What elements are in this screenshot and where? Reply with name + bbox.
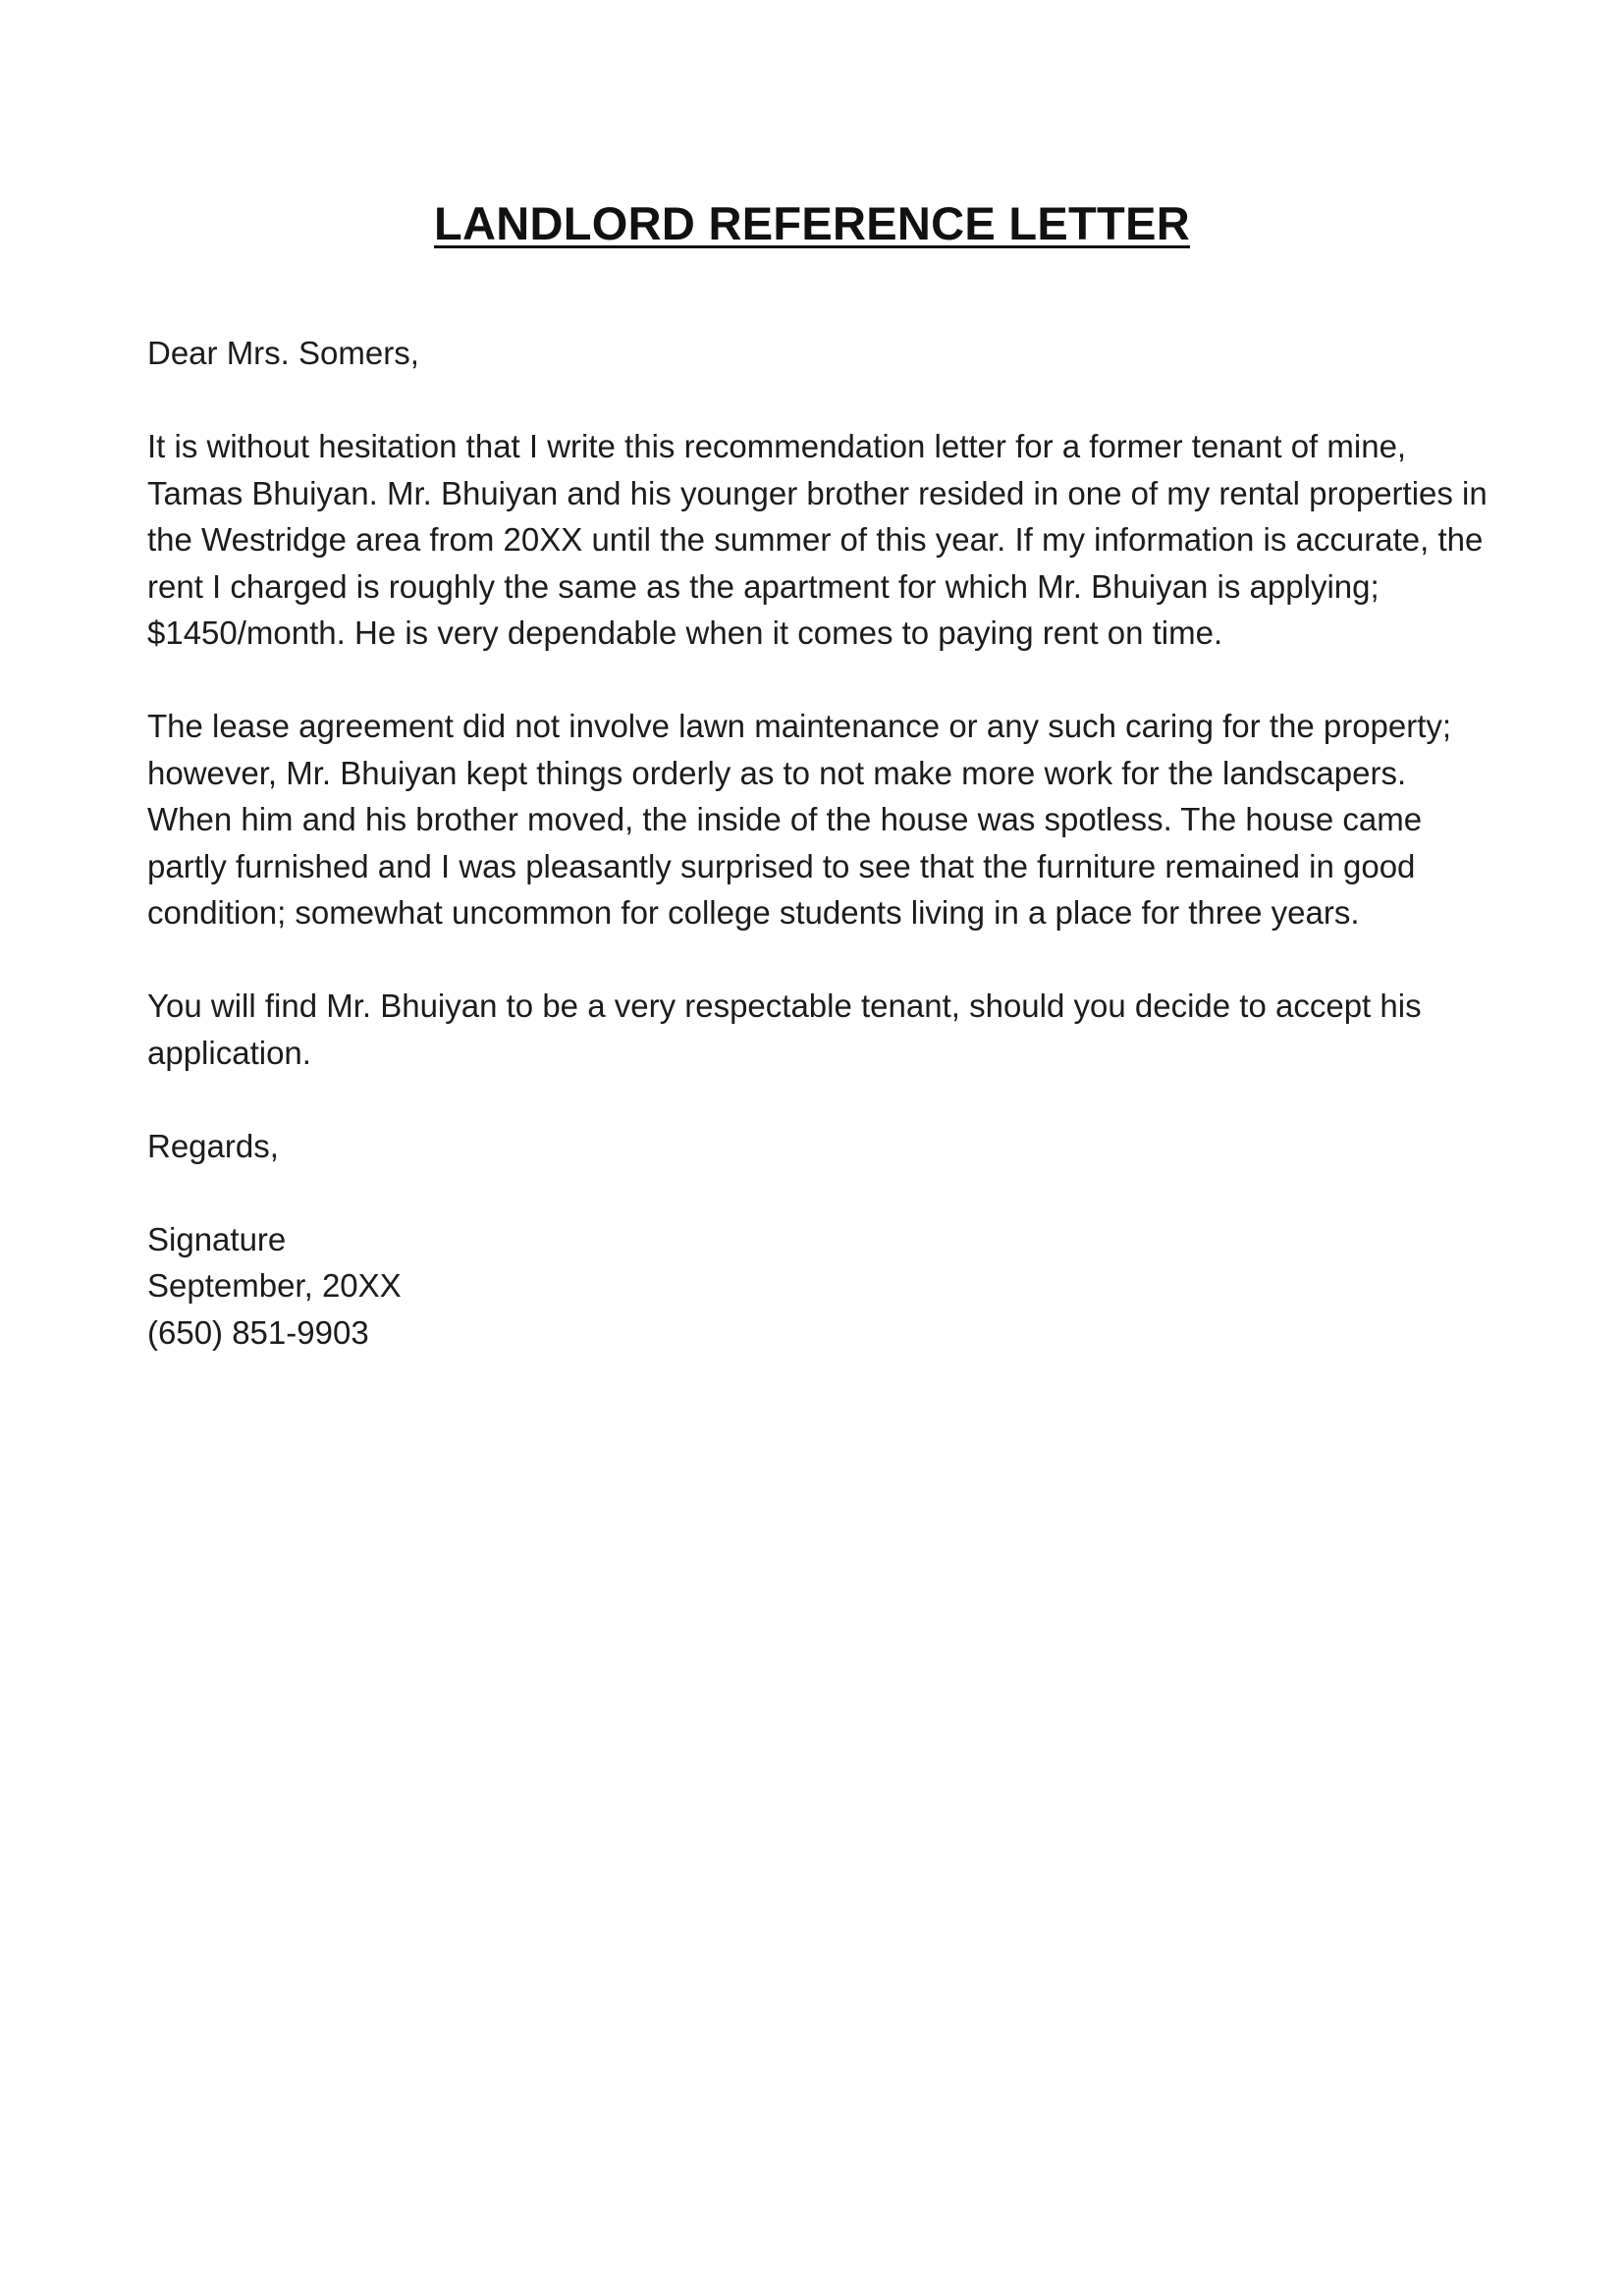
- paragraph-1: It is without hesitation that I write this recommendation letter for a former tenant of mine, Tamas Bhuiyan. Mr. Bhuiyan and his younger brother resided in one of my rental properties in the Westridge area from 20XX until the summer of this year. If my information is accurate, the rent I charged is roughly the same as the apartment for which Mr. Bhuiyan is applying; $1450/month. He is very dependable when it comes to paying rent on time.: [147, 428, 1488, 651]
- paragraph-3: You will find Mr. Bhuiyan to be a very respectable tenant, should you decide to accept his application.: [147, 988, 1422, 1071]
- signature: Signature: [147, 1220, 287, 1257]
- letter-body: [147, 330, 1492, 1356]
- letter-title: [0, 194, 1624, 253]
- letter-title-text: LANDLORD REFERENCE LETTER: [434, 197, 1190, 249]
- salutation: Dear Mrs. Somers,: [147, 335, 419, 371]
- paragraph-2: The lease agreement did not involve lawn maintenance or any such caring for the property; however, Mr. Bhuiyan kept things orderly as to not make more work for the landscapers. When him and his brother moved, the inside of the house was spotless. The house came partly furnished and I was pleasantly surprised to see that the furniture remained in good condition; somewhat uncommon for college students living in a place for three years.: [147, 708, 1452, 931]
- closing: Regards,: [147, 1127, 279, 1164]
- phone-number: (650) 851-9903: [147, 1313, 369, 1351]
- letter-date: September, 20XX: [147, 1267, 402, 1304]
